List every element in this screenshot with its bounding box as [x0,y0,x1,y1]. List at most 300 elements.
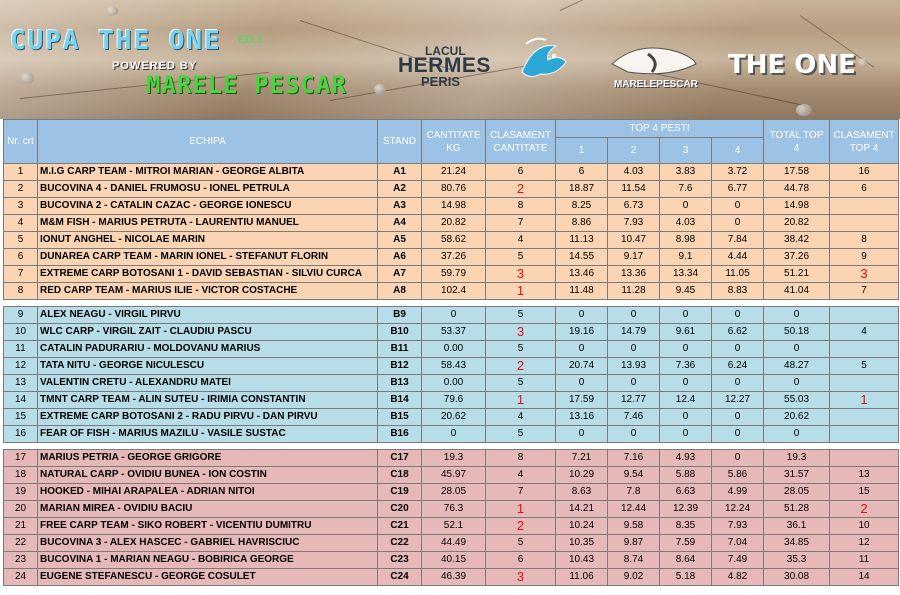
cell-fish-3: 9.45 [660,283,712,300]
cell-fish-2: 9.17 [608,249,660,266]
table-row [4,358,899,375]
cell-fish-2: 9.02 [608,569,660,586]
cell-clasament-cantitate: 1 [486,392,556,409]
banner [0,0,900,119]
cell-team: M&M FISH - MARIUS PETRUTA - LAURENTIU MANUEL [38,215,378,232]
cell-team: FREE CARP TEAM - SIKO ROBERT - VICENTIU DUMITRU [38,518,378,535]
cell-fish-2: 9.58 [608,518,660,535]
cell-kg: 58.43 [422,358,486,375]
cell-total-top4: 34.85 [764,535,830,552]
cell-fish-4: 6.62 [712,324,764,341]
cell-clasament-top4: 13 [830,467,899,484]
cell-fish-1: 0 [556,341,608,358]
cell-fish-1: 0 [556,426,608,443]
cell-fish-4: 0 [712,375,764,392]
cell-fish-2: 12.77 [608,392,660,409]
cell-fish-2: 7.16 [608,450,660,467]
cell-fish-4: 0 [712,426,764,443]
cell-fish-3: 8.35 [660,518,712,535]
cell-nr: 18 [4,467,38,484]
table-row [4,215,899,232]
cell-fish-1: 6 [556,164,608,181]
cell-fish-3: 0 [660,307,712,324]
cell-stand: C24 [378,569,422,586]
cell-team: BUCOVINA 4 - DANIEL FRUMOSU - IONEL PETRULA [38,181,378,198]
cell-clasament-top4: 15 [830,484,899,501]
cell-nr: 12 [4,358,38,375]
cell-clasament-top4 [830,307,899,324]
cell-fish-3: 5.88 [660,467,712,484]
cell-fish-4: 7.84 [712,232,764,249]
cell-kg: 53.37 [422,324,486,341]
cell-clasament-top4 [830,341,899,358]
cell-kg: 20.82 [422,215,486,232]
cell-fish-1: 19.16 [556,324,608,341]
cell-clasament-cantitate: 6 [486,552,556,569]
marele-pescar-logo-icon [608,38,700,82]
cell-fish-4: 0 [712,215,764,232]
cell-fish-4: 8.83 [712,283,764,300]
cell-fish-2: 0 [608,375,660,392]
results-table [3,119,899,586]
cell-nr: 13 [4,375,38,392]
cell-team: M.I.G CARP TEAM - MITROI MARIAN - GEORGE ALBITA [38,164,378,181]
table-row [4,426,899,443]
cell-clasament-cantitate: 4 [486,467,556,484]
cell-fish-4: 5.86 [712,467,764,484]
cell-nr: 20 [4,501,38,518]
col-header-fish-2: 2 [608,138,660,164]
cell-clasament-top4: 6 [830,181,899,198]
cell-fish-2: 10.47 [608,232,660,249]
cell-clasament-cantitate: 3 [486,569,556,586]
cell-clasament-top4: 12 [830,535,899,552]
cell-fish-4: 0 [712,198,764,215]
cell-total-top4: 51.28 [764,501,830,518]
cell-fish-1: 10.43 [556,552,608,569]
cell-team: DUNAREA CARP TEAM - MARIN IONEL - STEFANUT FLORIN [38,249,378,266]
cell-total-top4: 20.82 [764,215,830,232]
table-row [4,518,899,535]
col-header-clasament-top4: CLASAMENT TOP 4 [830,120,899,164]
cell-nr: 3 [4,198,38,215]
cell-nr: 4 [4,215,38,232]
cell-fish-3: 4.03 [660,215,712,232]
cell-fish-1: 20.74 [556,358,608,375]
lake-logo-lacul: LACUL [425,44,466,58]
cell-nr: 22 [4,535,38,552]
separator-cell [4,300,899,307]
cell-team: CATALIN PADURARIU - MOLDOVANU MARIUS [38,341,378,358]
cell-fish-4: 4.99 [712,484,764,501]
table-row [4,283,899,300]
col-header-echipa: ECHIPA [38,120,378,164]
cell-fish-2: 13.93 [608,358,660,375]
cell-fish-3: 8.64 [660,552,712,569]
cell-fish-4: 11.05 [712,266,764,283]
cell-fish-2: 7.46 [608,409,660,426]
cell-fish-2: 12.44 [608,501,660,518]
cell-team: BUCOVINA 3 - ALEX HASCEC - GABRIEL HAVRISCIUC [38,535,378,552]
cell-nr: 15 [4,409,38,426]
cell-kg: 21.24 [422,164,486,181]
cell-fish-2: 8.74 [608,552,660,569]
cell-kg: 28.05 [422,484,486,501]
cell-fish-1: 11.48 [556,283,608,300]
cell-team: TATA NITU - GEORGE NICULESCU [38,358,378,375]
cell-fish-3: 7.6 [660,181,712,198]
cell-fish-4: 0 [712,307,764,324]
cell-stand: A1 [378,164,422,181]
cell-fish-1: 8.25 [556,198,608,215]
col-header-stand: STAND [378,120,422,164]
cell-stand: A5 [378,232,422,249]
cell-stand: B14 [378,392,422,409]
cell-stand: C18 [378,467,422,484]
cell-fish-4: 12.27 [712,392,764,409]
cell-clasament-top4: 11 [830,552,899,569]
cell-nr: 14 [4,392,38,409]
cell-stand: A3 [378,198,422,215]
cell-fish-1: 13.16 [556,409,608,426]
cell-kg: 0.00 [422,341,486,358]
table-row [4,484,899,501]
banner-title: CUPA THE ONE [10,26,222,56]
table-row [4,249,899,266]
cell-fish-3: 0 [660,409,712,426]
cell-fish-4: 6.24 [712,358,764,375]
col-header-fish-3: 3 [660,138,712,164]
cell-kg: 37.26 [422,249,486,266]
cell-team: RED CARP TEAM - MARIUS ILIE - VICTOR COSTACHE [38,283,378,300]
lake-logo-peris: PERIS [421,74,461,89]
cell-clasament-cantitate: 3 [486,266,556,283]
cell-team: MARIAN MIREA - OVIDIU BACIU [38,501,378,518]
the-one-logo: THE ONE [728,50,856,80]
cell-nr: 17 [4,450,38,467]
cell-clasament-top4: 2 [830,501,899,518]
cell-clasament-cantitate: 1 [486,283,556,300]
cell-team: FEAR OF FISH - MARIUS MAZILU - VASILE SUSTAC [38,426,378,443]
col-header-clasament-cantitate: CLASAMENT CANTITATE [486,120,556,164]
cell-stand: C21 [378,518,422,535]
cell-stand: C19 [378,484,422,501]
cell-fish-3: 5.18 [660,569,712,586]
cell-total-top4: 50.18 [764,324,830,341]
cell-fish-3: 9.61 [660,324,712,341]
cell-fish-3: 9.1 [660,249,712,266]
cell-stand: C23 [378,552,422,569]
cell-kg: 0 [422,426,486,443]
cell-fish-1: 8.63 [556,484,608,501]
cell-clasament-top4 [830,426,899,443]
cell-fish-3: 0 [660,341,712,358]
cell-fish-1: 10.35 [556,535,608,552]
cell-kg: 20.62 [422,409,486,426]
cell-fish-4: 4.82 [712,569,764,586]
cell-kg: 79.6 [422,392,486,409]
cell-total-top4: 0 [764,375,830,392]
cell-total-top4: 36.1 [764,518,830,535]
cell-nr: 24 [4,569,38,586]
cell-clasament-cantitate: 7 [486,484,556,501]
cell-nr: 6 [4,249,38,266]
cell-stand: B15 [378,409,422,426]
cell-kg: 76.3 [422,501,486,518]
cell-clasament-cantitate: 5 [486,307,556,324]
cell-stand: B10 [378,324,422,341]
cell-total-top4: 17.58 [764,164,830,181]
cell-kg: 102.4 [422,283,486,300]
cell-fish-1: 13.46 [556,266,608,283]
cell-kg: 14.98 [422,198,486,215]
cell-total-top4: 38.42 [764,232,830,249]
cell-fish-3: 6.63 [660,484,712,501]
cell-fish-3: 7.36 [660,358,712,375]
cell-clasament-cantitate: 5 [486,341,556,358]
cell-fish-3: 3.83 [660,164,712,181]
cell-fish-1: 7.21 [556,450,608,467]
cell-fish-4: 0 [712,409,764,426]
cell-team: EXTREME CARP BOTOSANI 1 - DAVID SEBASTIAN - SILVIU CURCA [38,266,378,283]
cell-stand: B12 [378,358,422,375]
cell-nr: 7 [4,266,38,283]
cell-clasament-top4 [830,375,899,392]
cell-stand: B13 [378,375,422,392]
cell-fish-2: 14.79 [608,324,660,341]
cell-clasament-top4: 14 [830,569,899,586]
cell-team: EXTREME CARP BOTOSANI 2 - RADU PIRVU - DAN PIRVU [38,409,378,426]
cell-clasament-cantitate: 2 [486,181,556,198]
cell-kg: 58.62 [422,232,486,249]
cell-clasament-cantitate: 4 [486,409,556,426]
cell-team: VALENTIN CRETU - ALEXANDRU MATEI [38,375,378,392]
cell-fish-4: 6.77 [712,181,764,198]
cell-clasament-cantitate: 2 [486,358,556,375]
cell-team: WLC CARP - VIRGIL ZAIT - CLAUDIU PASCU [38,324,378,341]
cell-kg: 19.3 [422,450,486,467]
table-row [4,552,899,569]
cell-fish-4: 3.72 [712,164,764,181]
cell-clasament-cantitate: 7 [486,215,556,232]
cell-fish-2: 0 [608,341,660,358]
section-separator [4,300,899,307]
cell-nr: 5 [4,232,38,249]
cell-clasament-cantitate: 8 [486,450,556,467]
cell-total-top4: 41.04 [764,283,830,300]
cell-fish-4: 7.04 [712,535,764,552]
cell-clasament-top4 [830,215,899,232]
cell-nr: 2 [4,181,38,198]
cell-nr: 19 [4,484,38,501]
table-row [4,392,899,409]
cell-total-top4: 55.03 [764,392,830,409]
cell-total-top4: 20.62 [764,409,830,426]
cell-fish-4: 4.44 [712,249,764,266]
table-row [4,341,899,358]
col-header-top4-pesti: TOP 4 PESTI [556,120,764,138]
cell-team: HOOKED - MIHAI ARAPALEA - ADRIAN NITOI [38,484,378,501]
col-header-total-top4: TOTAL TOP 4 [764,120,830,164]
cell-stand: A7 [378,266,422,283]
cell-kg: 45.97 [422,467,486,484]
cell-total-top4: 28.05 [764,484,830,501]
cell-total-top4: 0 [764,307,830,324]
cell-clasament-top4: 3 [830,266,899,283]
cell-kg: 46.39 [422,569,486,586]
cell-kg: 0.00 [422,375,486,392]
banner-powered: POWERED BY [112,60,198,72]
cell-stand: B9 [378,307,422,324]
cell-nr: 1 [4,164,38,181]
table-row [4,324,899,341]
cell-stand: B11 [378,341,422,358]
cell-clasament-top4: 4 [830,324,899,341]
table-row [4,232,899,249]
cell-clasament-cantitate: 5 [486,426,556,443]
cell-fish-3: 0 [660,375,712,392]
cell-total-top4: 48.27 [764,358,830,375]
cell-clasament-top4: 7 [830,283,899,300]
cell-stand: B16 [378,426,422,443]
cell-nr: 11 [4,341,38,358]
cell-fish-2: 6.73 [608,198,660,215]
table-row [4,501,899,518]
cell-stand: C17 [378,450,422,467]
table-row [4,450,899,467]
cell-fish-2: 4.03 [608,164,660,181]
cell-clasament-cantitate: 5 [486,375,556,392]
cell-clasament-top4 [830,450,899,467]
cell-fish-4: 0 [712,341,764,358]
cell-team: BUCOVINA 1 - MARIAN NEAGU - BOBIRICA GEORGE [38,552,378,569]
cell-nr: 23 [4,552,38,569]
cell-clasament-cantitate: 2 [486,518,556,535]
banner-edition: ED.2 [238,34,263,46]
results-body [4,164,899,586]
cell-fish-1: 11.06 [556,569,608,586]
cell-stand: C20 [378,501,422,518]
cell-kg: 59.79 [422,266,486,283]
cell-clasament-top4: 1 [830,392,899,409]
cell-clasament-top4: 8 [830,232,899,249]
cell-fish-4: 7.93 [712,518,764,535]
cell-team: BUCOVINA 2 - CATALIN CAZAC - GEORGE IONESCU [38,198,378,215]
cell-kg: 40.15 [422,552,486,569]
cell-fish-1: 17.59 [556,392,608,409]
cell-fish-3: 0 [660,198,712,215]
cell-total-top4: 37.26 [764,249,830,266]
cell-nr: 8 [4,283,38,300]
cell-clasament-top4 [830,409,899,426]
cell-total-top4: 44.78 [764,181,830,198]
table-row [4,535,899,552]
cell-fish-1: 18.87 [556,181,608,198]
marele-pescar-logo-text: MARELEPESCAR [614,79,698,90]
table-row [4,409,899,426]
cell-nr: 16 [4,426,38,443]
cell-clasament-top4: 10 [830,518,899,535]
cell-clasament-cantitate: 5 [486,535,556,552]
cell-clasament-top4: 9 [830,249,899,266]
cell-total-top4: 0 [764,341,830,358]
cell-fish-2: 11.28 [608,283,660,300]
cell-fish-1: 0 [556,307,608,324]
section-separator [4,443,899,450]
cell-fish-4: 0 [712,450,764,467]
table-row [4,198,899,215]
cell-fish-2: 11.54 [608,181,660,198]
cell-fish-3: 7.59 [660,535,712,552]
sponsor-fish-logo-icon [512,32,572,88]
cell-nr: 9 [4,307,38,324]
cell-fish-1: 14.55 [556,249,608,266]
table-row [4,266,899,283]
table-row [4,307,899,324]
cell-nr: 10 [4,324,38,341]
cell-fish-1: 0 [556,375,608,392]
cell-stand: A4 [378,215,422,232]
cell-fish-3: 8.98 [660,232,712,249]
cell-fish-2: 13.36 [608,266,660,283]
cell-total-top4: 14.98 [764,198,830,215]
separator-cell [4,443,899,450]
cell-fish-2: 9.54 [608,467,660,484]
cell-total-top4: 30.08 [764,569,830,586]
cell-stand: C22 [378,535,422,552]
cell-fish-4: 7.49 [712,552,764,569]
cell-clasament-cantitate: 5 [486,249,556,266]
cell-fish-2: 0 [608,426,660,443]
cell-stand: A2 [378,181,422,198]
cell-total-top4: 35.3 [764,552,830,569]
col-header-cantitate: CANTITATE KG [422,120,486,164]
cell-fish-1: 10.29 [556,467,608,484]
table-row [4,467,899,484]
cell-clasament-cantitate: 4 [486,232,556,249]
cell-total-top4: 31.57 [764,467,830,484]
cell-fish-2: 7.8 [608,484,660,501]
cell-stand: A6 [378,249,422,266]
cell-total-top4: 0 [764,426,830,443]
cell-kg: 80.76 [422,181,486,198]
table-row [4,375,899,392]
cell-kg: 52.1 [422,518,486,535]
cell-total-top4: 51.21 [764,266,830,283]
cell-clasament-cantitate: 6 [486,164,556,181]
cell-team: EUGENE STEFANESCU - GEORGE COSULET [38,569,378,586]
cell-kg: 0 [422,307,486,324]
cell-total-top4: 19.3 [764,450,830,467]
col-header-nr: Nr. crt [4,120,38,164]
cell-fish-2: 0 [608,307,660,324]
cell-team: IONUT ANGHEL - NICOLAE MARIN [38,232,378,249]
cell-fish-1: 8.86 [556,215,608,232]
cell-clasament-top4: 5 [830,358,899,375]
table-row [4,181,899,198]
cell-fish-3: 0 [660,426,712,443]
cell-clasament-top4 [830,198,899,215]
cell-team: MARIUS PETRIA - GEORGE GRIGORE [38,450,378,467]
cell-team: TMNT CARP TEAM - ALIN SUTEU - IRIMIA CONSTANTIN [38,392,378,409]
cell-clasament-cantitate: 8 [486,198,556,215]
cell-fish-3: 12.4 [660,392,712,409]
banner-marele-pescar: MARELE PESCAR [146,71,347,99]
cell-kg: 44.49 [422,535,486,552]
cell-clasament-cantitate: 1 [486,501,556,518]
cell-fish-1: 11.13 [556,232,608,249]
col-header-fish-4: 4 [712,138,764,164]
